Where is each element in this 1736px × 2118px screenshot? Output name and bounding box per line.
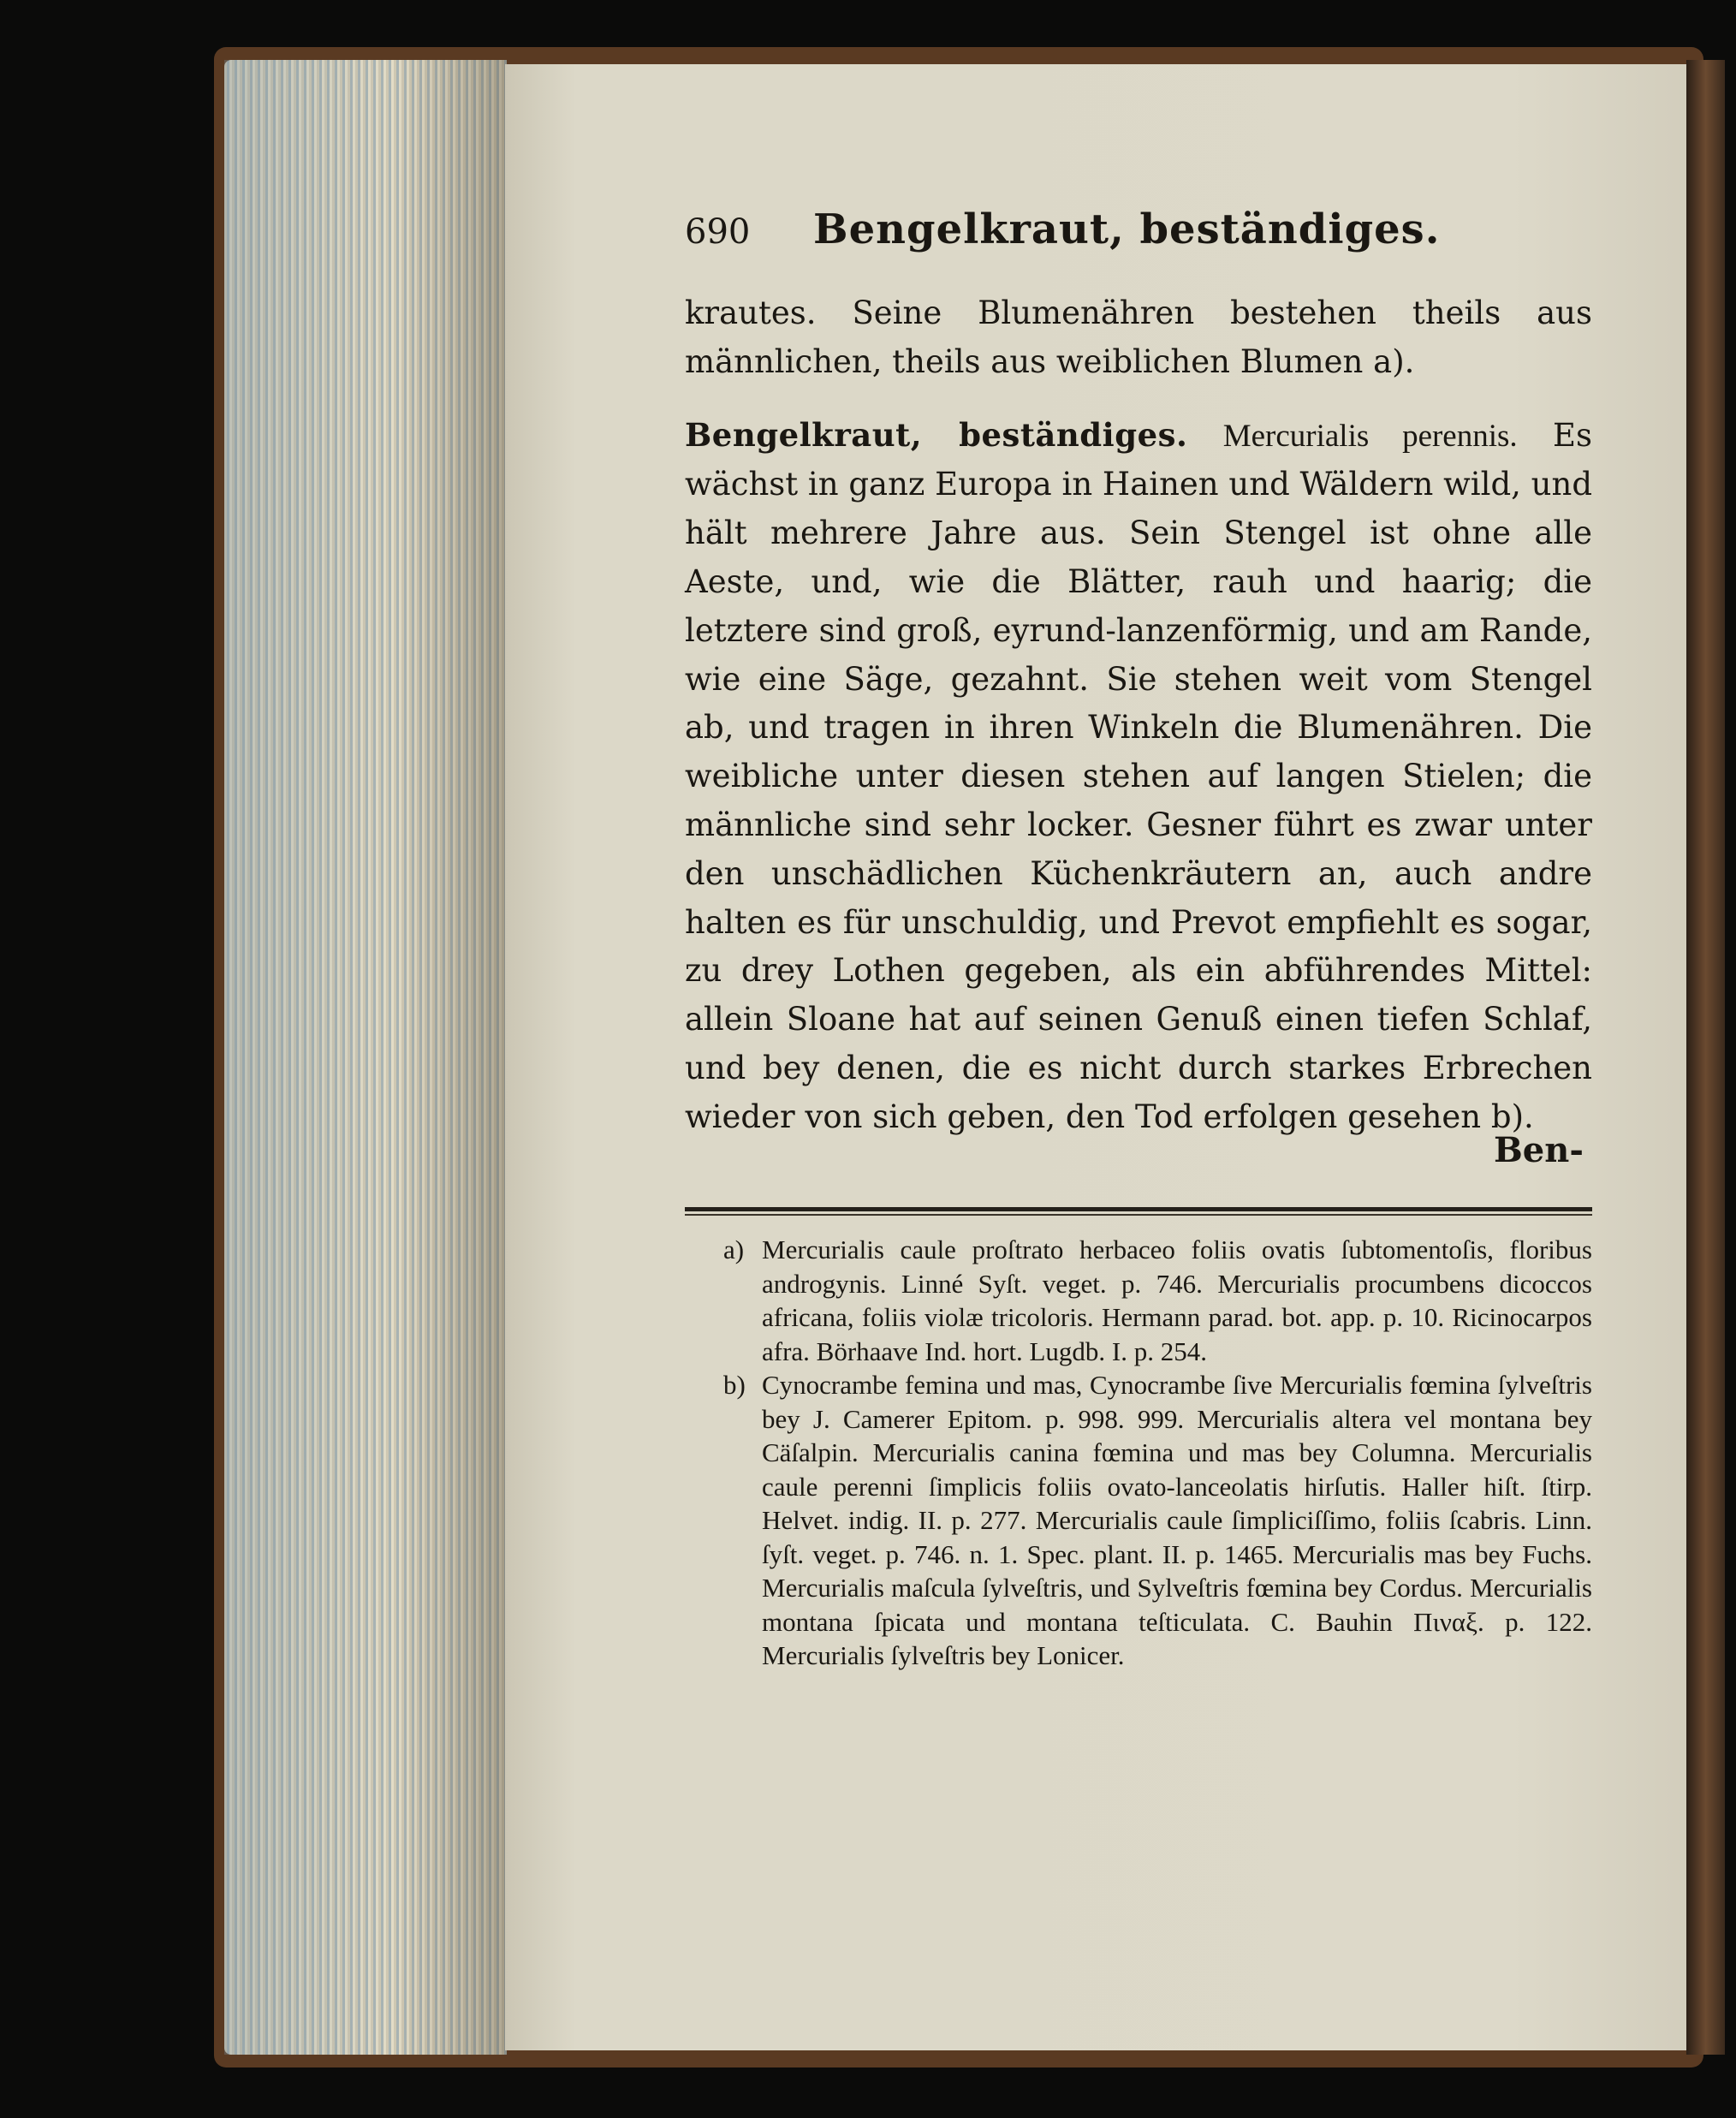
continued-paragraph: krautes. Seine Blumenähren bestehen theils aus männlichen, theils aus weiblichen Blumen a).	[685, 294, 1592, 380]
entry-latin-name: Mercurialis perennis.	[1222, 418, 1518, 454]
footnote-a	[685, 1233, 1592, 1368]
footnote-text: Cynocrambe femina und mas, Cynocrambe ſive Mercurialis fœmina ſylveſtris bey J. Camerer Epitom. p. 998. 999. Mercurialis altera vel montana bey Cäſalpin. Mercurialis canina fœmina und mas bey Columna. Mercurialis caule perenni ſimplicis foliis ovato-lanceolatis hirſutis. Haller hiſt. ſtirp. Helvet. indig. II. p. 277. Mercurialis caule ſimpliciſſimo, foliis ſcabris. Linn. ſyſt. veget. p. 746. n. 1. Spec. plant. II. p. 1465. Mercurialis mas bey Fuchs. Mercurialis maſcula ſylveſtris, und Sylveſtris fœmina bey Cordus. Mercurialis montana ſpicata und montana teſticulata. C. Bauhin Πιναξ. p. 122. Mercurialis ſylveſtris bey Lonicer.	[762, 1370, 1592, 1670]
page-number: 690	[685, 212, 751, 252]
entry-text: Es wächst in ganz Europa in Hainen und Wäldern wild, und hält mehrere Jahre aus. Sein Stengel ist ohne alle Aeste, und, wie die Blätter, rauh und haarig; die letztere sind groß, eyrund-lanzenförmig, und am Rande, wie eine Säge, gezahnt. Sie stehen weit vom Stengel ab, und tragen in ihren Winkeln die Blumenähren. Die weibliche unter diesen stehen auf langen Stielen; die männliche sind sehr locker. Gesner führt es zwar unter den unschädlichen Küchenkräutern an, auch andre halten es für unschuldig, und Prevot empfiehlt es sogar, zu drey Lothen gegeben, als ein abführendes Mittel: allein Sloane hat auf seinen Genuß einen tiefen Schlaf, und bey denen, die es nicht durch starkes Erbrechen wieder von sich geben, den Tod erfolgen gesehen b).	[685, 416, 1592, 1135]
entry-paragraph	[685, 411, 1592, 1142]
footnote-marker: a)	[723, 1235, 745, 1264]
footnote-marker: b)	[723, 1370, 746, 1400]
footnote-rule	[685, 1207, 1592, 1211]
running-title: Bengelkraut, beständiges.	[813, 205, 1441, 253]
footnote-b	[685, 1368, 1592, 1673]
catchword: Ben-	[1494, 1130, 1584, 1170]
book-gutter	[1686, 60, 1725, 2055]
page-edges	[224, 60, 507, 2055]
page-header	[685, 205, 1592, 265]
footnotes	[685, 1233, 1592, 1673]
footnote-text: Mercurialis caule proſtrato herbaceo foliis ovatis ſubtomentoſis, floribus androgynis. Linné Syſt. veget. p. 746. Mercurialis procumbens dicoccos africana, foliis violæ tricoloris. Hermann parad. bot. app. p. 10. Ricinocarpos afra. Börhaave Ind. hort. Lugdb. I. p. 254.	[762, 1235, 1592, 1366]
entry-headword: Bengelkraut, beständiges.	[685, 415, 1188, 454]
main-text	[685, 289, 1592, 1142]
